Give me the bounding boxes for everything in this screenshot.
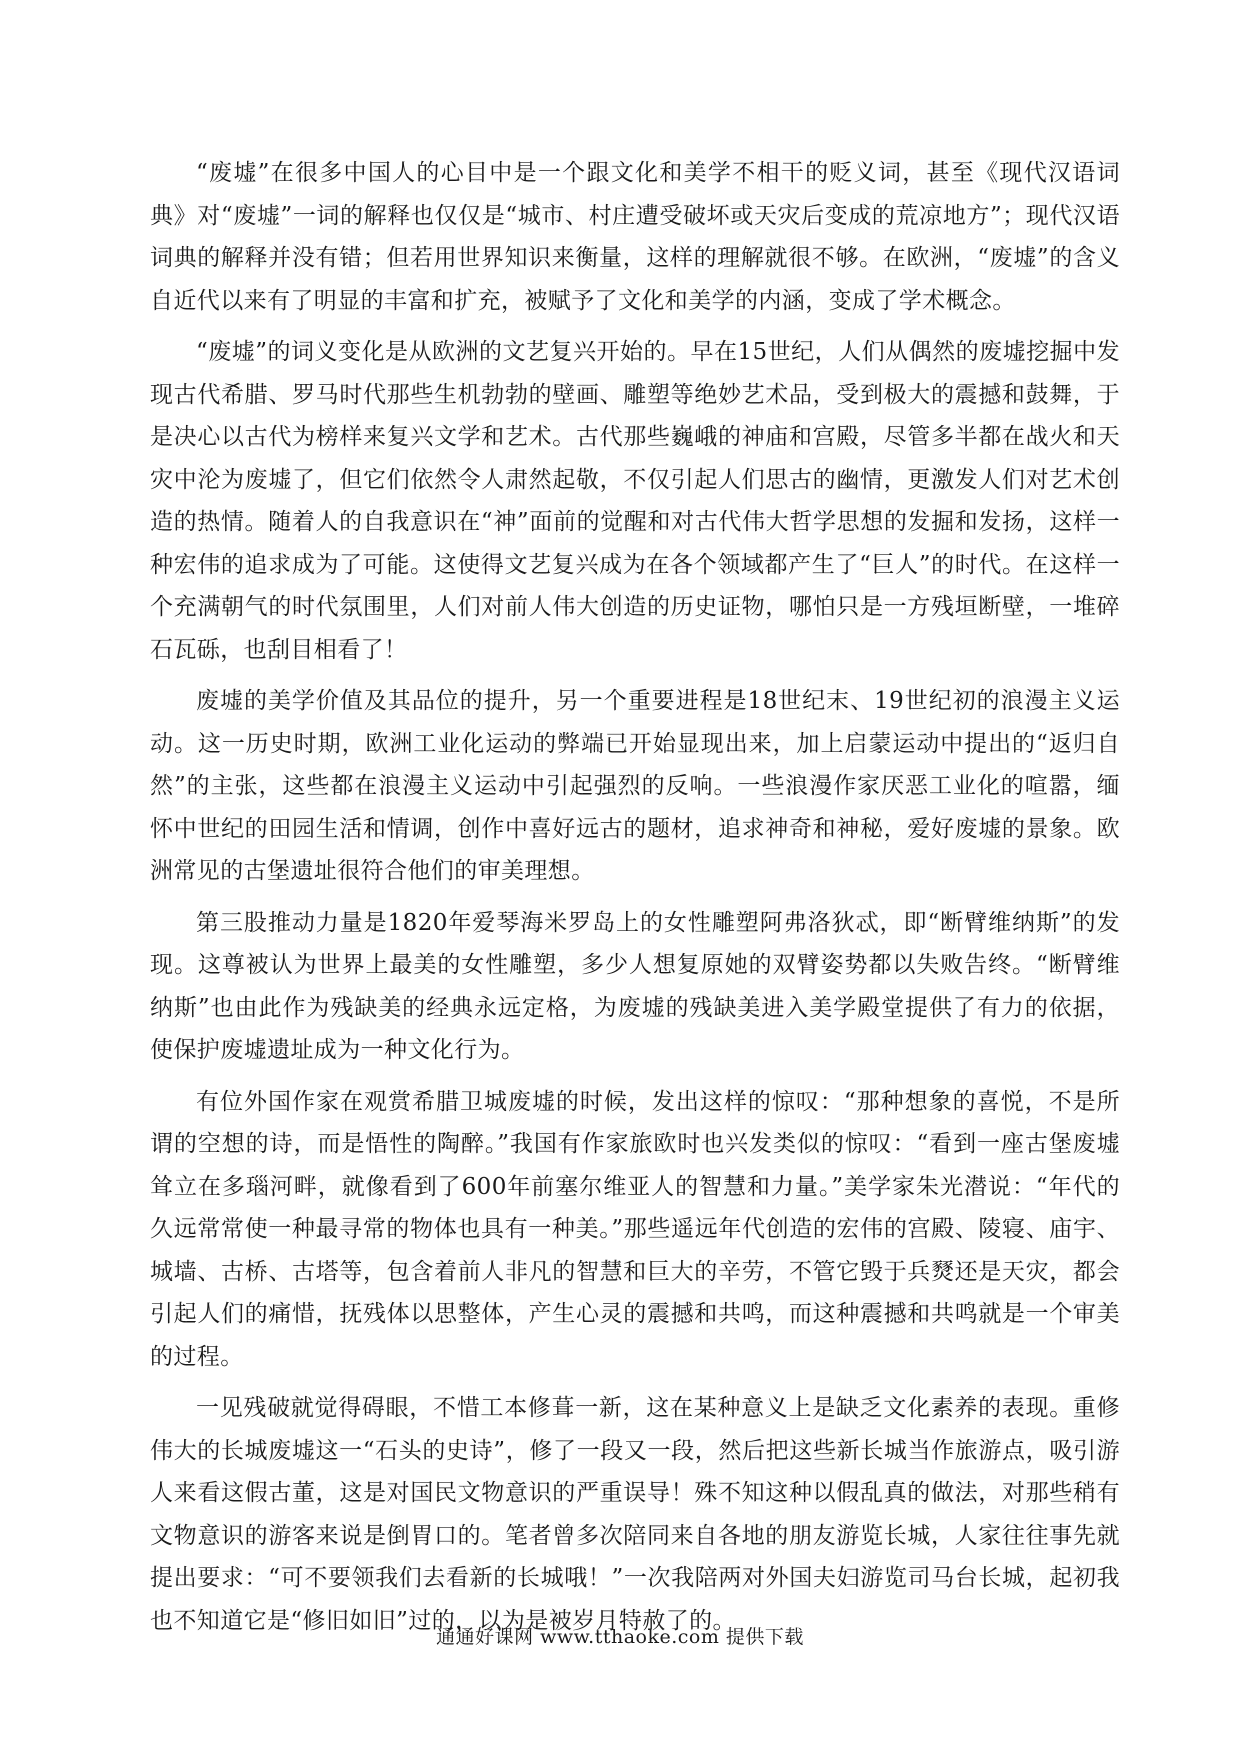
paragraph-4: 第三股推动力量是1820年爱琴海米罗岛上的女性雕塑阿弗洛狄忒，即“断臂维纳斯”的发现。这尊被认为世界上最美的女性雕塑，多少人想复原她的双臂姿势都以失败告终。“断臂维纳斯”也由此作为残缺美的经典永远定格，为废墟的残缺美进入美学殿堂提供了有力的依据，使保护废墟遗址成为一种文化行为。: [150, 909, 1120, 1063]
paragraph-5: 有位外国作家在观赏希腊卫城废墟的时候，发出这样的惊叹：“那种想象的喜悦，不是所谓的空想的诗，而是悟性的陶醉。”我国有作家旅欧时也兴发类似的惊叹：“看到一座古堡废墟耸立在多瑙河畔，就像看到了600年前塞尔维亚人的智慧和力量。”美学家朱光潜说：“年代的久远常常使一种最寻常的物体也具有一种美。”那些遥远年代创造的宏伟的宫殿、陵寝、庙宇、城墙、古桥、古塔等，包含着前人非凡的智慧和巨大的辛劳，不管它毁于兵燹还是天灾，都会引起人们的痛惜，抚残体以思整体，产生心灵的震撼和共鸣，而这种震撼和共鸣就是一个审美的过程。: [150, 1088, 1120, 1370]
page-footer: 通通好课网 www.tthaoke.com 提供下载: [436, 1626, 804, 1648]
document-body: [150, 152, 1120, 1651]
paragraph-3: 废墟的美学价值及其品位的提升，另一个重要进程是18世纪末、19世纪初的浪漫主义运动。这一历史时期，欧洲工业化运动的弊端已开始显现出来，加上启蒙运动中提出的“返归自然”的主张，这些都在浪漫主义运动中引起强烈的反响。一些浪漫作家厌恶工业化的喧嚣，缅怀中世纪的田园生活和情调，创作中喜好远古的题材，追求神奇和神秘，爱好废墟的景象。欧洲常见的古堡遗址很符合他们的审美理想。: [150, 688, 1120, 884]
paragraph-6: 一见残破就觉得碍眼，不惜工本修葺一新，这在某种意义上是缺乏文化素养的表现。重修伟大的长城废墟这一“石头的史诗”，修了一段又一段，然后把这些新长城当作旅游点，吸引游人来看这假古董，这是对国民文物意识的严重误导！殊不知这种以假乱真的做法，对那些稍有文物意识的游客来说是倒胃口的。笔者曾多次陪同来自各地的朋友游览长城，人家往往事先就提出要求：“可不要领我们去看新的长城哦！”一次我陪两对外国夫妇游览司马台长城，起初我也不知道它是“修旧如旧”过的，以为是被岁月特赦了的。: [150, 1395, 1120, 1634]
paragraph-2: “废墟”的词义变化是从欧洲的文艺复兴开始的。早在15世纪，人们从偶然的废墟挖掘中发现古代希腊、罗马时代那些生机勃勃的壁画、雕塑等绝妙艺术品，受到极大的震撼和鼓舞，于是决心以古代为榜样来复兴文学和艺术。古代那些巍峨的神庙和宫殿，尽管多半都在战火和天灾中沦为废墟了，但它们依然令人肃然起敬，不仅引起人们思古的幽情，更激发人们对艺术创造的热情。随着人的自我意识在“神”面前的觉醒和对古代伟大哲学思想的发掘和发扬，这样一种宏伟的追求成为了可能。这使得文艺复兴成为在各个领域都产生了“巨人”的时代。在这样一个充满朝气的时代氛围里，人们对前人伟大创造的历史证物，哪怕只是一方残垣断壁，一堆碎石瓦砾，也刮目相看了！: [150, 339, 1120, 663]
paragraph-1: “废墟”在很多中国人的心目中是一个跟文化和美学不相干的贬义词，甚至《现代汉语词典》对“废墟”一词的解释也仅仅是“城市、村庄遭受破坏或天灾后变成的荒凉地方”；现代汉语词典的解释并没有错；但若用世界知识来衡量，这样的理解就很不够。在欧洲，“废墟”的含义自近代以来有了明显的丰富和扩充，被赋予了文化和美学的内涵，变成了学术概念。: [150, 160, 1120, 314]
